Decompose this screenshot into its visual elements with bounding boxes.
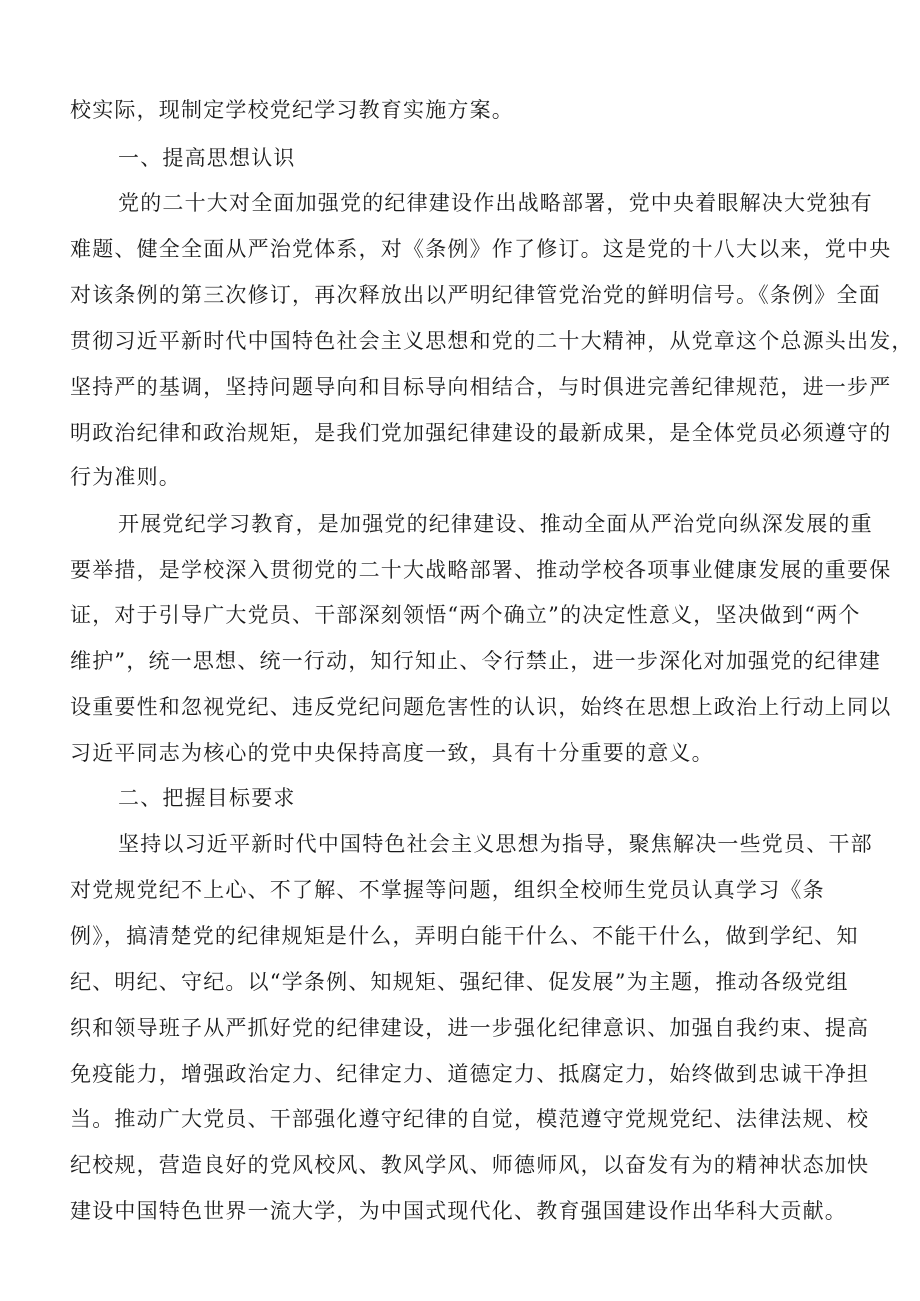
text-line: 对该条例的第三次修订，再次释放出以严明纪律管党治党的鲜明信号。《条例》全面 (70, 283, 881, 307)
text-line: 行为准则。 (70, 465, 181, 489)
text-line: 建设中国特色世界一流大学，为中国式现代化、教育强国建设作出华科大贡献。 (70, 1199, 847, 1223)
text-line: 明政治纪律和政治规矩，是我们党加强纪律建设的最新成果，是全体党员必须遵守的 (70, 421, 892, 445)
text-line: 校实际，现制定学校党纪学习教育实施方案。 (70, 98, 514, 122)
text-line: 坚持以习近平新时代中国特色社会主义思想为指导，聚焦解决一些党员、干部 (118, 832, 873, 856)
text-line: 维护”，统一思想、统一行动，知行知止、令行禁止，进一步深化对加强党的纪律建 (70, 649, 882, 673)
text-line: 开展党纪学习教育，是加强党的纪律建设、推动全面从严治党向纵深发展的重 (118, 512, 873, 536)
text-line: 当。推动广大党员、干部强化遵守纪律的自觉，模范遵守党规党纪、法律法规、校 (70, 1107, 870, 1131)
text-line: 证，对于引导广大党员、干部深刻领悟“两个确立”的决定性意义，坚决做到“两个 (70, 603, 861, 627)
text-line: 纪校规，营造良好的党风校风、教风学风、师德师风，以奋发有为的精神状态加快 (70, 1153, 870, 1177)
text-line: 坚持严的基调，坚持问题导向和目标导向相结合，与时俱进完善纪律规范，进一步严 (70, 375, 892, 399)
text-line: 贯彻习近平新时代中国特色社会主义思想和党的二十大精神，从党章这个总源头出发， (70, 329, 914, 353)
text-line: 例》，搞清楚党的纪律规矩是什么，弄明白能干什么、不能干什么，做到学纪、知 (70, 924, 859, 948)
text-line: 难题、健全全面从严治党体系，对《条例》作了修订。这是党的十八大以来，党中央 (70, 237, 892, 261)
text-line: 设重要性和忽视党纪、违反党纪问题危害性的认识，始终在思想上政治上行动上同以 (70, 695, 892, 719)
text-line: 习近平同志为核心的党中央保持高度一致，具有十分重要的意义。 (70, 741, 714, 765)
section-heading: 一、提高思想认识 (118, 146, 296, 170)
text-line: 纪、明纪、守纪。以“学条例、知规矩、强纪律、促发展”为主题，推动各级党组 (70, 970, 849, 994)
text-line: 党的二十大对全面加强党的纪律建设作出战略部署，党中央着眼解决大党独有 (118, 191, 873, 215)
text-line: 对党规党纪不上心、不了解、不掌握等问题，组织全校师生党员认真学习《条 (70, 878, 825, 902)
section-heading: 二、把握目标要求 (118, 786, 296, 810)
text-line: 织和领导班子从严抓好党的纪律建设，进一步强化纪律意识、加强自我约束、提高 (70, 1016, 870, 1040)
text-line: 要举措，是学校深入贯彻党的二十大战略部署、推动学校各项事业健康发展的重要保 (70, 558, 892, 582)
text-line: 免疫能力，增强政治定力、纪律定力、道德定力、抵腐定力，始终做到忠诚干净担 (70, 1062, 870, 1086)
